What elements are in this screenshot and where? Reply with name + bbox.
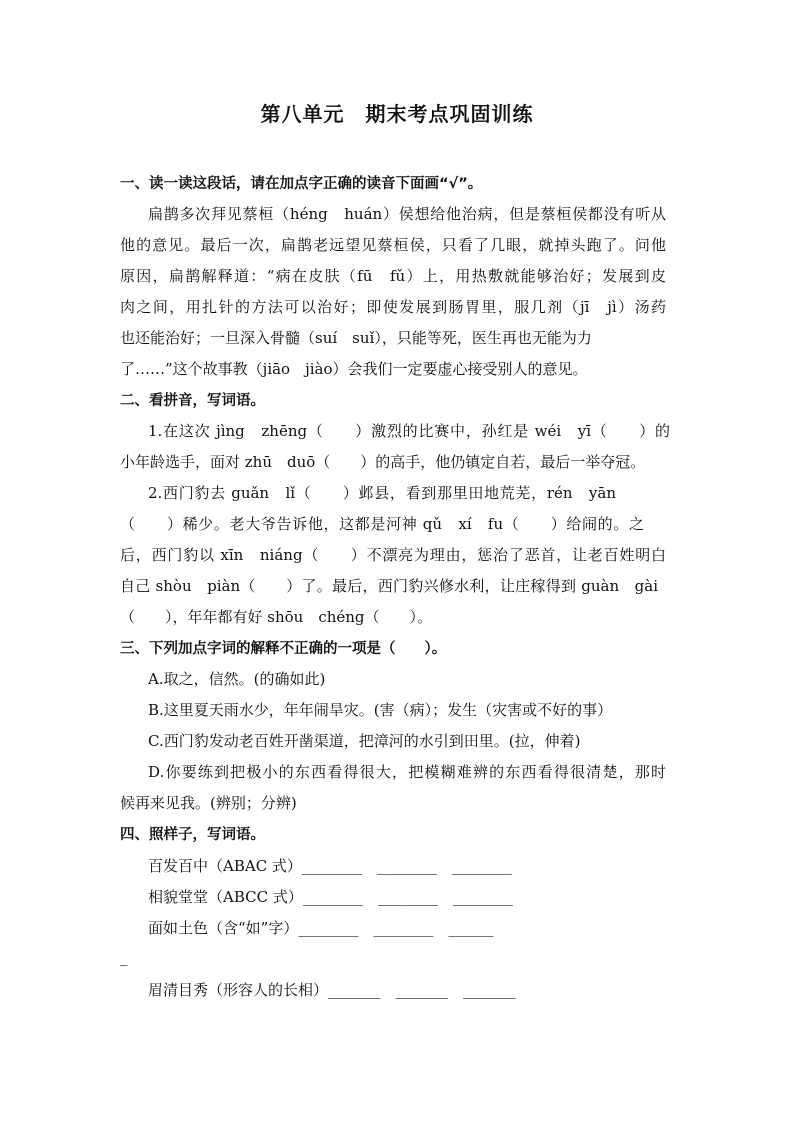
exercise-line: 1.在这次 jìng zhēng（ ）激烈的比赛中，孙红是 wéi yī（ ）的: [148, 422, 670, 440]
word-exercise-line: 面如土色（含“如”字）________ ________ ______: [148, 919, 494, 937]
exercise-line: （ ），年年都有好 shōu chéng（ ）。: [120, 608, 433, 626]
option-a: A.取之，信然。(的确如此): [148, 670, 326, 688]
word-exercise-line: 相貌堂堂（ABCC 式）________ ________ ________: [148, 888, 513, 906]
passage-line: 了……”这个故事教（jiāo jiào）会我们一定要虚心接受别人的意见。: [120, 360, 588, 378]
passage-line: 扁鹊多次拜见蔡桓（héng huán）侯想给他治病，但是蔡桓侯都没有听从: [148, 205, 666, 223]
exercise-line: 自己 shòu piàn（ ）了。最后，西门豹兴修水利，让庄稼得到 guàn gài: [120, 577, 658, 595]
exercise-line: 后，西门豹以 xīn niáng（ ）不漂亮为理由，惩治了恶首，让老百姓明白: [120, 546, 666, 564]
section-4-heading: 四、照样子，写词语。: [120, 827, 265, 843]
option-d: D.你要练到把极小的东西看得很大，把模糊难辨的东西看得很清楚，那时: [148, 763, 666, 781]
section-2-heading: 二、看拼音，写词语。: [120, 393, 265, 409]
word-exercise-line: _: [120, 948, 128, 966]
passage-line: 他的意见。最后一次，扁鹊老远望见蔡桓侯，只看了几眼，就掉头跑了。问他: [120, 236, 666, 254]
option-d-continued: 候再来见我。(辨别；分辨): [120, 794, 297, 812]
exercise-line: 2.西门豹去 guǎn lǐ（ ）邺县，看到那里田地荒芜，rén yān: [148, 484, 616, 502]
option-b: B.这里夏天雨水少，年年闹旱灾。(害（病）；发生（灾害或不好的事）: [148, 701, 613, 719]
passage-line: 原因，扁鹊解释道：“病在皮肤（fū fǔ）上，用热敷就能够治好；发展到皮: [120, 267, 666, 285]
option-c: C.西门豹发动老百姓开凿渠道，把漳河的水引到田里。(拉，伸着): [148, 732, 581, 750]
passage-line: 也还能治好；一旦深入骨髓（suí suǐ），只能等死，医生再也无能为力: [120, 329, 592, 347]
exercise-line: （ ）稀少。老大爷告诉他，这都是河神 qǔ xí fu（ ）给闹的。之: [120, 515, 644, 533]
section-1-heading: 一、读一读这段话，请在加点字正确的读音下面画“√”。: [120, 176, 483, 192]
passage-line: 肉之间，用扎针的方法可以治好；即使发展到肠胃里，服几剂（jī jì）汤药: [120, 298, 666, 316]
word-exercise-line: 百发百中（ABAC 式）________ ________ ________: [148, 857, 512, 875]
exercise-line: 小年龄选手，面对 zhū duō（ ）的高手，他仍镇定自若，最后一举夺冠。: [120, 453, 646, 471]
page-title: 第八单元 期末考点巩固训练: [260, 102, 534, 126]
section-3-heading: 三、下列加点字词的解释不正确的一项是（ ）。: [120, 641, 447, 657]
word-exercise-line: 眉清目秀（形容人的长相）_______ _______ _______: [148, 981, 516, 999]
